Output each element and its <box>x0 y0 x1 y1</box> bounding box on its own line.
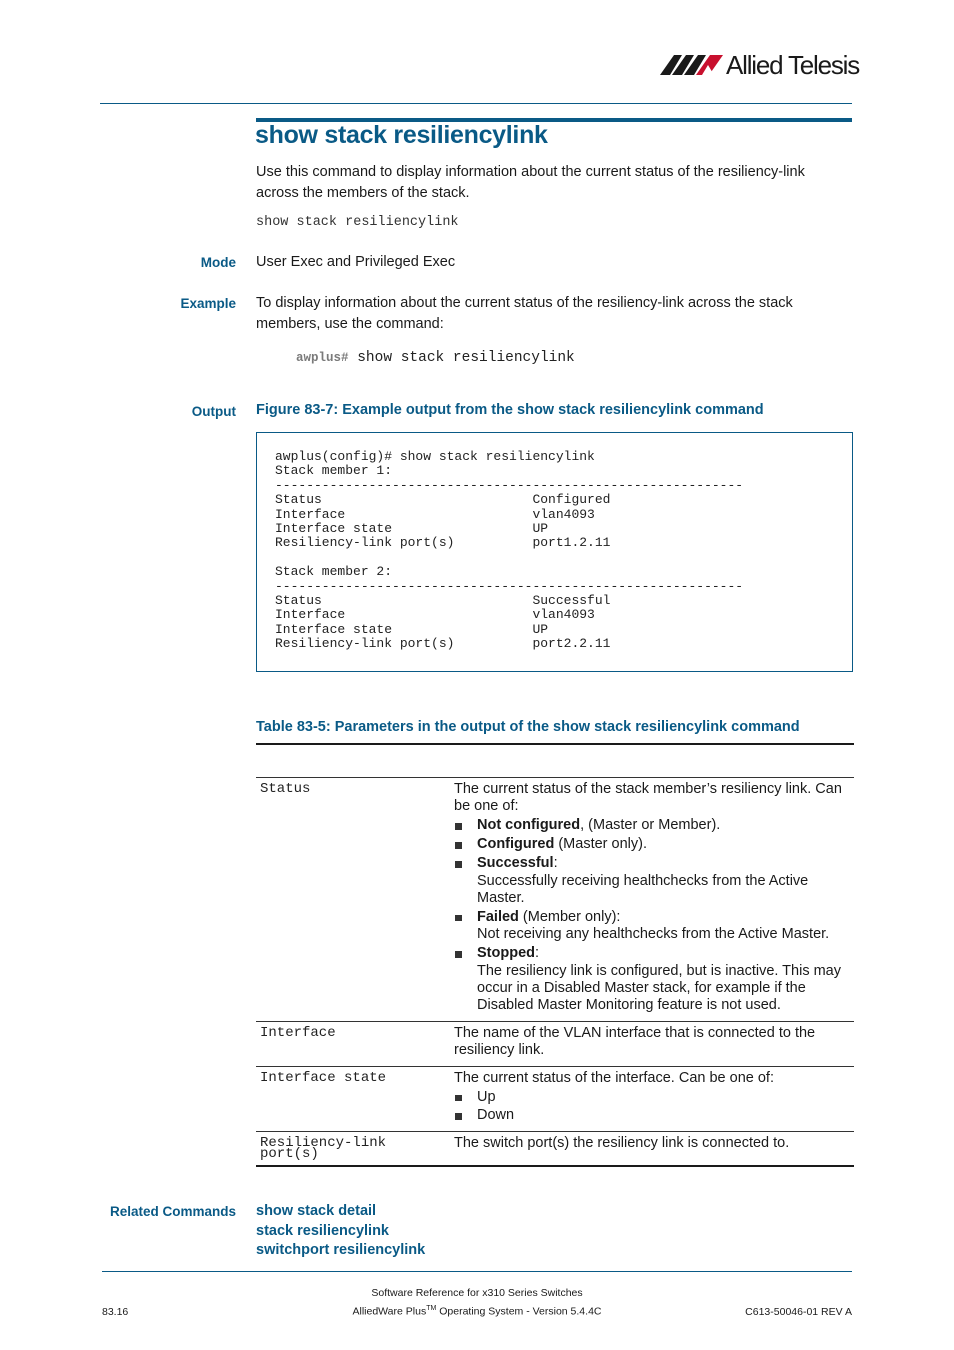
option-note: (Master only). <box>554 836 647 853</box>
figure-caption: Figure 83-7: Example output from the show stack resiliencylink command <box>256 402 764 418</box>
table-row <box>256 778 854 1022</box>
option-note: : <box>535 945 540 962</box>
param-description <box>450 1066 854 1131</box>
interface-state-desc: The current status of the interface. Can be one of: <box>454 1069 774 1086</box>
param-name <box>256 1131 450 1166</box>
version-text: Operating System - Version 5.4.4C <box>436 1305 602 1318</box>
related-commands-list <box>256 1202 425 1261</box>
list-item <box>454 817 854 834</box>
option-note: (Member only): <box>518 908 621 925</box>
table-top-rule <box>256 743 854 745</box>
footer-reference: Software Reference for x310 Series Switches <box>371 1287 583 1299</box>
intro-text: Use this command to display information about the current status of the resiliency-link across the members of the stack. <box>256 164 805 201</box>
list-item: Up <box>454 1089 854 1106</box>
page-title: show stack resiliencylink <box>255 121 548 149</box>
cli-output: awplus(config)# show stack resiliencylink Stack member 1: ------------------------------------------------------------ Status Configured Interface vlan4093 Interface state UP Resiliency-link port(s) port1.2.11 Stack member 2: ------------------------------------------------------------ Status Successful Interface vlan4093 Interface state UP Resiliency-link port(s) port2.2.11 <box>275 449 744 652</box>
example-label: Example <box>180 296 236 311</box>
cli-prompt: awplus# <box>296 351 349 365</box>
output-label: Output <box>191 404 236 419</box>
page-number: 83.16 <box>102 1306 129 1318</box>
option-detail: The resiliency link is configured, but is inactive. This may occur in a Disabled Master stack, for example if the Disabled Master Monitoring feature is not used. <box>477 962 841 1014</box>
option-name: Stopped <box>477 945 535 962</box>
header-rule <box>100 103 852 104</box>
param-description: The switch port(s) the resiliency link is connected to. <box>454 1134 790 1151</box>
param-description: The name of the VLAN interface that is connected to the resiliency link. <box>454 1024 816 1059</box>
param-name: Status <box>260 781 311 797</box>
option-detail: Not receiving any healthchecks from the Active Master. <box>477 926 830 943</box>
related-commands-label: Related Commands <box>109 1204 236 1219</box>
param-name-line: port(s) <box>260 1146 319 1163</box>
param-name: Interface state <box>260 1069 387 1086</box>
option-note: , (Master or Member). <box>580 817 721 834</box>
option-name: Not configured <box>477 817 581 834</box>
param-description <box>450 778 854 1022</box>
trademark: TM <box>426 1305 437 1312</box>
example-command <box>296 350 575 366</box>
status-desc: The current status of the stack member’s resiliency link. Can be one of: <box>454 781 842 815</box>
param-name-line: Resiliency-link <box>260 1134 387 1151</box>
product-name: AlliedWare Plus <box>352 1305 427 1318</box>
option-detail: Successfully receiving healthchecks from the Active Master. <box>477 872 809 906</box>
list-item <box>454 909 854 944</box>
list-item <box>454 945 854 1015</box>
list-item <box>454 836 854 853</box>
example-text: To display information about the current status of the resiliency-link across the stack members, use the command: <box>256 295 793 332</box>
table-caption: Table 83-5: Parameters in the output of the show stack resiliencylink command <box>256 719 800 735</box>
interface-state-options <box>454 1089 854 1125</box>
option-name: Failed <box>477 908 519 925</box>
list-item <box>454 855 854 907</box>
option-name: Configured <box>477 836 555 853</box>
table-row <box>256 1131 854 1166</box>
related-link-show-stack-detail[interactable]: show stack detail <box>256 1203 377 1219</box>
brand-name: Allied Telesis <box>726 50 860 80</box>
table-row <box>256 1021 854 1066</box>
mode-label: Mode <box>200 255 236 270</box>
status-options <box>454 817 854 1014</box>
related-link-switchport-resiliencylink[interactable]: switchport resiliencylink <box>256 1242 426 1258</box>
table-row <box>256 1066 854 1131</box>
command-syntax: show stack resiliencylink <box>256 215 459 230</box>
output-box <box>256 432 853 672</box>
allied-telesis-logo <box>660 50 860 82</box>
related-link-stack-resiliencylink[interactable]: stack resiliencylink <box>256 1222 389 1239</box>
example-command-text: show stack resiliencylink <box>348 350 575 366</box>
param-name: Interface <box>260 1024 336 1041</box>
parameter-table <box>256 777 854 1167</box>
document-id: C613-50046-01 REV A <box>745 1306 852 1318</box>
logo-mark-icon <box>660 53 724 77</box>
option-name: Successful <box>477 855 554 872</box>
mode-text: User Exec and Privileged Exec <box>256 254 456 270</box>
list-item: Down <box>454 1107 854 1124</box>
footer-rule <box>102 1271 852 1272</box>
option-note: : <box>553 855 558 872</box>
